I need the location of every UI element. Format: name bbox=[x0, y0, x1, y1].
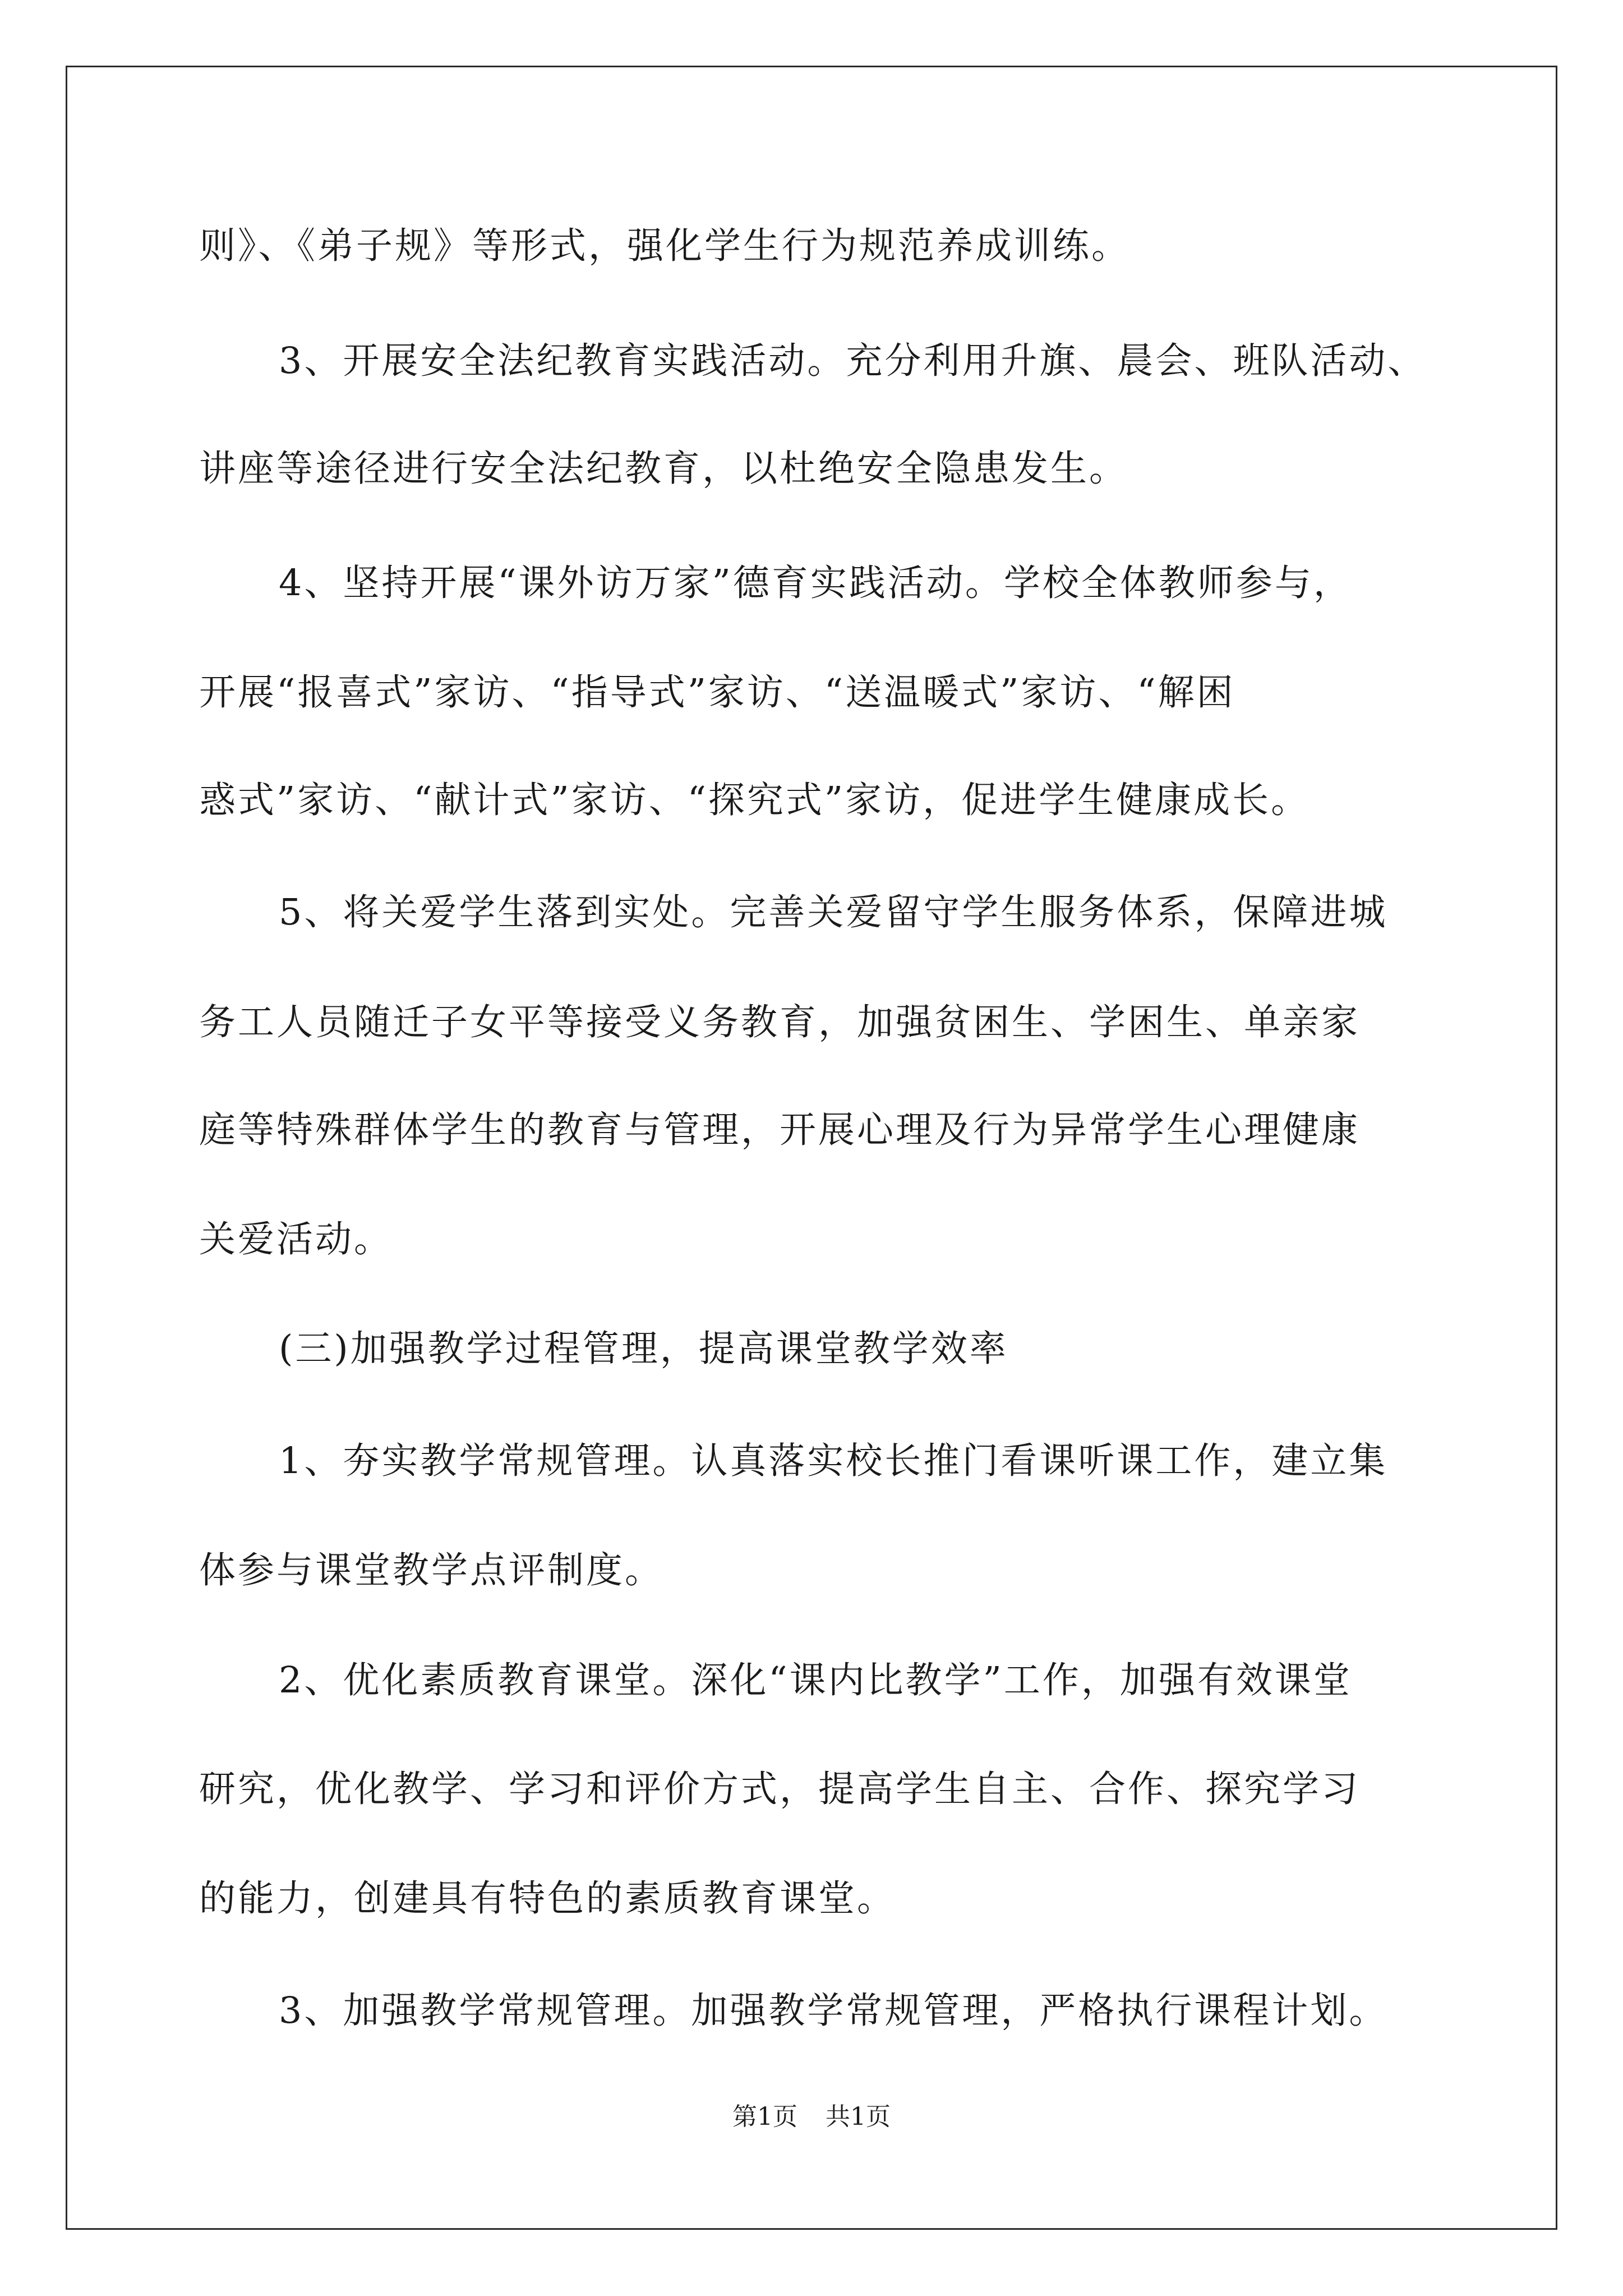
text-line: 体参与课堂教学点评制度。 bbox=[199, 1549, 664, 1591]
text-line: 3、加强教学常规管理。加强教学常规管理，严格执行课程计划。 bbox=[279, 1990, 1388, 2032]
text-line: 关爱活动。 bbox=[199, 1218, 393, 1260]
page-total: 共1页 bbox=[826, 2102, 891, 2131]
text-line: 讲座等途径进行安全法纪教育，以杜绝安全隐患发生。 bbox=[199, 448, 1128, 490]
text-line: 惑式”家访、“献计式”家访、“探究式”家访，促进学生健康成长。 bbox=[199, 779, 1310, 821]
text-line: 4、坚持开展“课外访万家”德育实践活动。学校全体教师参与， bbox=[279, 562, 1352, 604]
page-number: 第1页 bbox=[732, 2102, 797, 2131]
text-line: 的能力，创建具有特色的素质教育课堂。 bbox=[199, 1878, 896, 1920]
text-line: 则》、《弟子规》等形式，强化学生行为规范养成训练。 bbox=[199, 225, 1131, 267]
text-line: 研究，优化教学、学习和评价方式，提高学生自主、合作、探究学习 bbox=[199, 1768, 1361, 1810]
text-line: 5、将关爱学生落到实处。完善关爱留守学生服务体系，保障进城 bbox=[279, 891, 1388, 933]
text-line: 开展“报喜式”家访、“指导式”家访、“送温暖式”家访、“解困 bbox=[199, 671, 1235, 714]
text-line: 3、开展安全法纪教育实践活动。充分利用升旗、晨会、班队活动、 bbox=[279, 340, 1427, 382]
section-heading: (三)加强教学过程管理，提高课堂教学效率 bbox=[279, 1328, 1008, 1370]
text-line: 2、优化素质教育课堂。深化“课内比教学”工作，加强有效课堂 bbox=[279, 1659, 1352, 1701]
page-footer bbox=[0, 2101, 1623, 2133]
text-line: 务工人员随迁子女平等接受义务教育，加强贫困生、学困生、单亲家 bbox=[199, 1001, 1361, 1043]
text-line: 庭等特殊群体学生的教育与管理，开展心理及行为异常学生心理健康 bbox=[199, 1109, 1361, 1151]
text-line: 1、夯实教学常规管理。认真落实校长推门看课听课工作，建立集 bbox=[279, 1440, 1388, 1482]
